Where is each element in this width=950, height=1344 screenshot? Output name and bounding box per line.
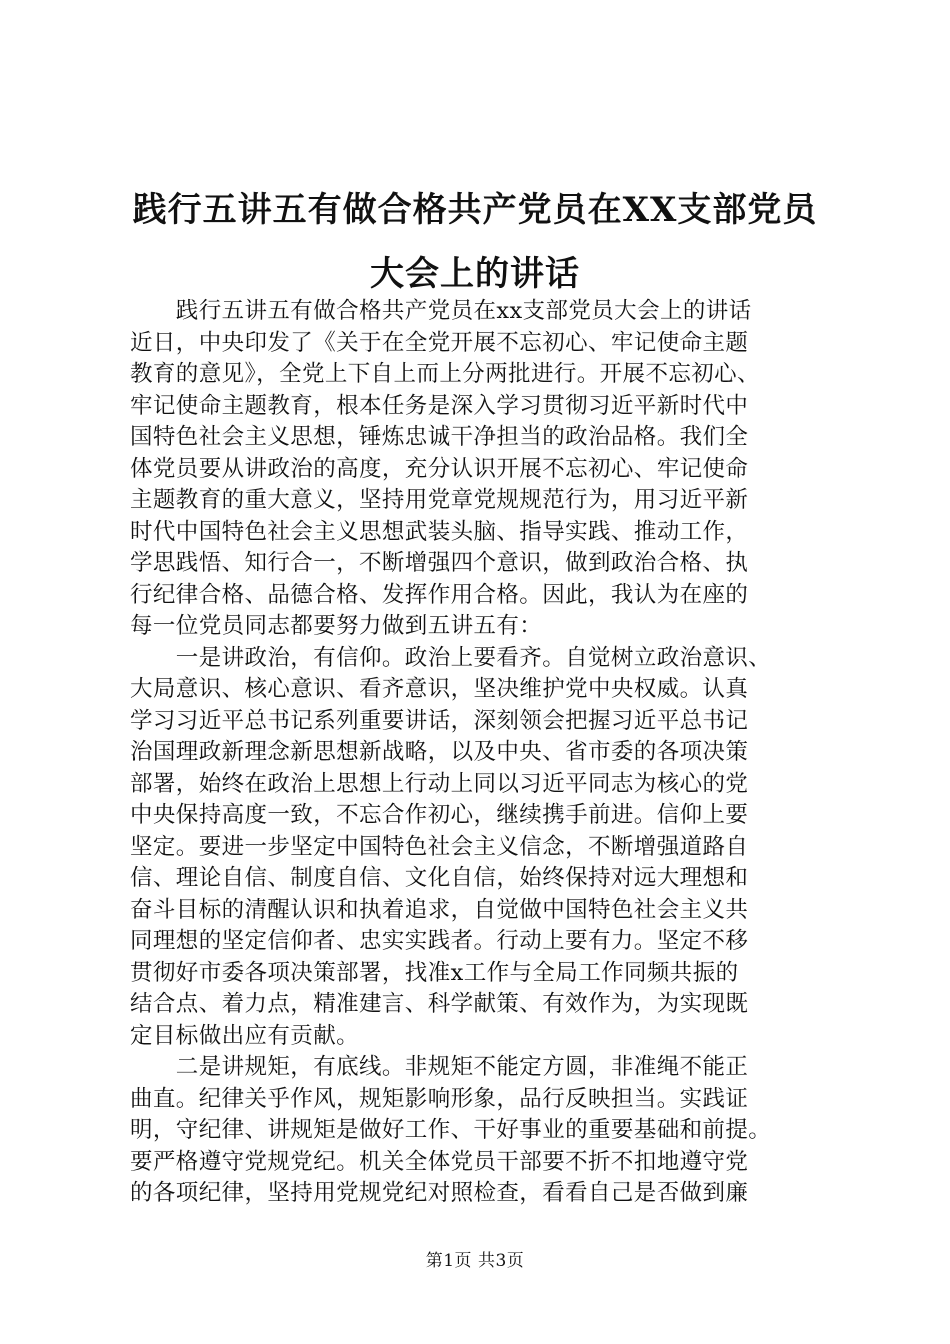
body-text-line: 奋斗目标的清醒认识和执着追求，自觉做中国特色社会主义共 <box>130 896 749 923</box>
body-text-line: 一是讲政治，有信仰。政治上要看齐。自觉树立政治意识、 <box>130 644 772 671</box>
body-text-line: 贯彻好市委各项决策部署，找准x工作与全局工作同频共振的 <box>130 959 739 986</box>
body-text-line: 二是讲规矩，有底线。非规矩不能定方圆，非准绳不能正 <box>130 1054 749 1080</box>
body-text-line: 行纪律合格、品德合格、发挥作用合格。因此，我认为在座的 <box>130 581 749 608</box>
body-text-line: 坚定。要进一步坚定中国特色社会主义信念，不断增强道路自 <box>130 833 749 860</box>
body-text-line: 要严格遵守党规党纪。机关全体党员干部要不折不扣地遵守党 <box>130 1148 749 1175</box>
document-title-line-1: 践行五讲五有做合格共产党员在XX支部党员 <box>132 190 818 230</box>
body-text-line: 近日，中央印发了《关于在全党开展不忘初心、牢记使命主题 <box>130 329 749 356</box>
body-text-line: 教育的意见》，全党上下自上而上分两批进行。开展不忘初心、 <box>130 361 760 387</box>
page-footer: 第1页 共3页 <box>425 1251 525 1271</box>
body-text-line: 时代中国特色社会主义思想武装头脑、指导实践、推动工作， <box>130 518 749 545</box>
body-text-line: 的各项纪律，坚持用党规党纪对照检查，看看自己是否做到廉 <box>130 1180 749 1206</box>
body-text-line: 部署，始终在政治上思想上行动上同以习近平同志为核心的党 <box>130 770 749 797</box>
body-text-line: 国特色社会主义思想，锤炼忠诚干净担当的政治品格。我们全 <box>130 424 749 450</box>
body-text-line: 明，守纪律、讲规矩是做好工作、干好事业的重要基础和前提。 <box>130 1117 772 1143</box>
body-text-line: 结合点、着力点，精准建言、科学献策、有效作为，为实现既 <box>130 991 749 1017</box>
body-text-line: 信、理论自信、制度自信、文化自信，始终保持对远大理想和 <box>130 865 749 891</box>
body-text-line: 主题教育的重大意义，坚持用党章党规规范行为，用习近平新 <box>130 487 749 513</box>
body-text-line: 定目标做出应有贡献。 <box>130 1022 360 1049</box>
body-text-line: 每一位党员同志都要努力做到五讲五有： <box>130 613 543 639</box>
body-text-line: 学思践悟、知行合一，不断增强四个意识，做到政治合格、执 <box>130 550 749 576</box>
body-text-line: 治国理政新理念新思想新战略，以及中央、省市委的各项决策 <box>130 739 749 765</box>
body-text-line: 大局意识、核心意识、看齐意识，坚决维护党中央权威。认真 <box>130 676 749 702</box>
body-text-line: 践行五讲五有做合格共产党员在xx支部党员大会上的讲话 <box>130 298 752 324</box>
document-title-line-2: 大会上的讲话 <box>370 254 580 294</box>
body-text-line: 同理想的坚定信仰者、忠实实践者。行动上要有力。坚定不移 <box>130 928 749 954</box>
document-body <box>130 296 830 1210</box>
body-text-line: 曲直。纪律关乎作风，规矩影响形象，品行反映担当。实践证 <box>130 1085 749 1112</box>
body-text-line: 学习习近平总书记系列重要讲话，深刻领会把握习近平总书记 <box>130 707 749 734</box>
body-text-line: 体党员要从讲政治的高度，充分认识开展不忘初心、牢记使命 <box>130 455 749 482</box>
body-text-line: 牢记使命主题教育，根本任务是深入学习贯彻习近平新时代中 <box>130 392 749 419</box>
body-text-line: 中央保持高度一致，不忘合作初心，继续携手前进。信仰上要 <box>130 802 749 828</box>
